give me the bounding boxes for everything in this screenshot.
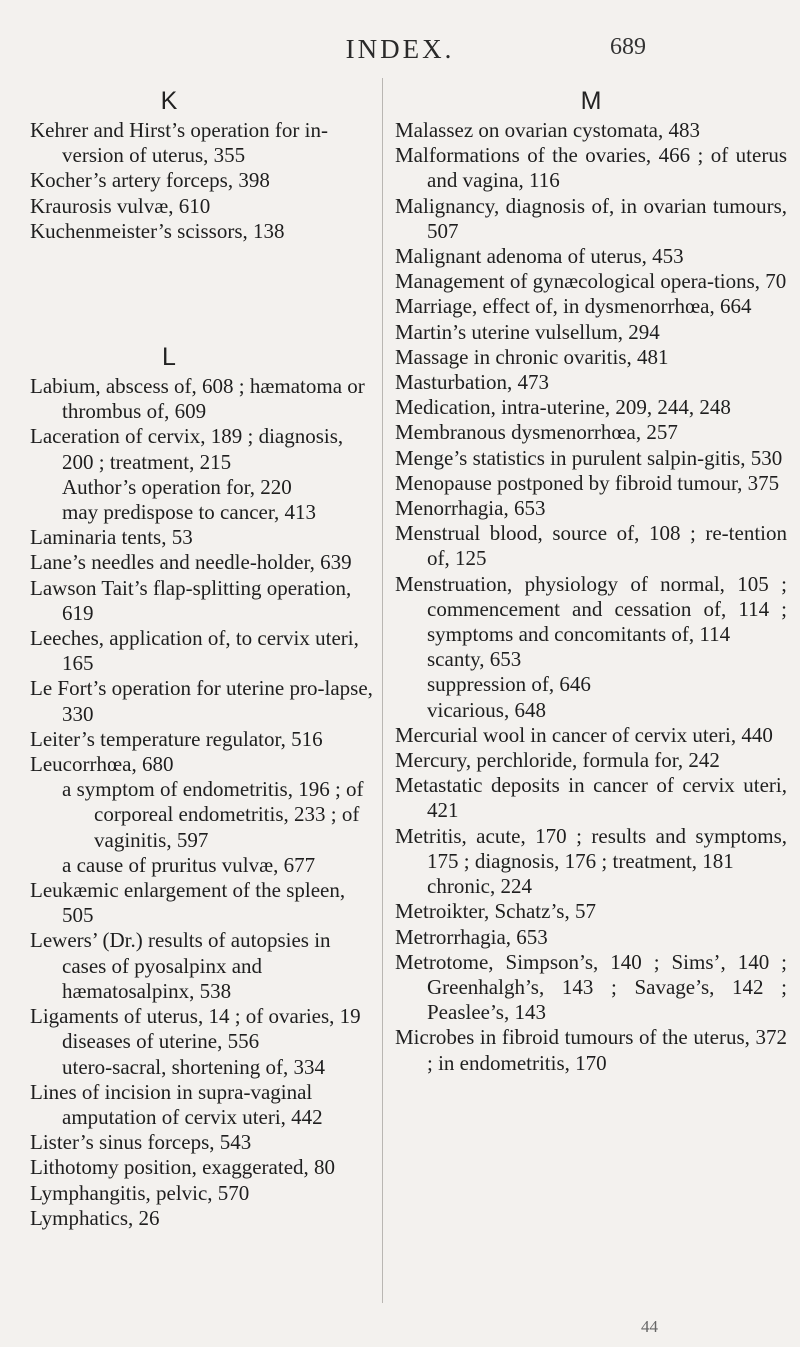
index-sub-entry: a symptom of endometritis, 196 ; of corporeal endometritis, 233 ; of vaginitis, 597 (62, 777, 364, 852)
section-letter-m: M (580, 87, 602, 115)
section-m (395, 118, 787, 1076)
index-entry: Metrotome, Simpson’s, 140 ; Sims’, 140 ; Greenhalgh’s, 143 ; Savage’s, 142 ; Peaslee’s, 143 (395, 949, 787, 1025)
index-entry: Lithotomy position, exaggerated, 80 (30, 1155, 336, 1180)
index-entry: Membranous dysmenorrhœa, 257 (395, 420, 678, 445)
index-sub-entry: chronic, 224 (427, 874, 532, 899)
index-entry: Metritis, acute, 170 ; results and symptoms, 175 ; diagnosis, 176 ; treatment, 181 (395, 823, 787, 873)
index-entry: Leiter’s temperature regulator, 516 (30, 726, 323, 751)
index-entry: Leukæmic enlargement of the spleen, 505 (30, 878, 346, 928)
index-entry: Le Fort’s operation for uterine pro-lapse, 330 (30, 676, 373, 726)
index-sub-entry: suppression of, 646 (427, 672, 591, 697)
index-entry: Mercurial wool in cancer of cervix uteri, 440 (395, 722, 773, 747)
index-entry: Lymphangitis, pelvic, 570 (30, 1180, 250, 1205)
index-entry: Leeches, application of, to cervix uteri, 165 (30, 626, 359, 676)
section-k (30, 118, 378, 244)
index-entry: Labium, abscess of, 608 ; hæmatoma or thrombus of, 609 (30, 374, 365, 424)
index-entry: Malignancy, diagnosis of, in ovarian tumours, 507 (395, 193, 787, 243)
index-entry: Medication, intra-uterine, 209, 244, 248 (395, 395, 731, 420)
index-sub-entry: diseases of uterine, 556 (62, 1029, 260, 1054)
index-entry: Mercury, perchloride, formula for, 242 (395, 748, 720, 773)
index-entry: Metroikter, Schatz’s, 57 (395, 899, 596, 924)
index-sub-entry: vicarious, 648 (427, 697, 546, 722)
index-entry: Lane’s needles and needle-holder, 639 (30, 550, 352, 575)
index-sub-entry: utero-sacral, shortening of, 334 (62, 1054, 326, 1079)
index-entry: Menorrhagia, 653 (395, 496, 546, 521)
index-entry: Menopause postponed by fibroid tumour, 375 (395, 470, 780, 495)
index-entry: Martin’s uterine vulsellum, 294 (395, 319, 660, 344)
index-sub-entry: may predispose to cancer, 413 (62, 500, 316, 525)
index-entry: Microbes in fibroid tumours of the uterus, 372 ; in endometritis, 170 (395, 1025, 787, 1075)
column-divider (382, 78, 383, 1303)
index-sub-entry: Author’s operation for, 220 (62, 474, 292, 499)
index-entry: Menstruation, physiology of normal, 105 ; commencement and cessation of, 114 ; symptoms and concomitants of, 114 (395, 571, 787, 647)
index-entry: Lines of incision in supra-vaginal amputation of cervix uteri, 442 (30, 1079, 323, 1129)
index-entry: Metrorrhagia, 653 (395, 924, 548, 949)
section-letter-l: L (162, 343, 176, 372)
index-entry: Masturbation, 473 (395, 370, 549, 395)
index-entry: Lawson Tait’s flap-splitting operation, 619 (30, 575, 352, 625)
index-entry: Laceration of cervix, 189 ; diagnosis, 200 ; treatment, 215 (30, 424, 344, 474)
right-column (395, 84, 787, 1076)
index-entry: Kraurosis vulvæ, 610 (30, 193, 211, 218)
index-entry: Marriage, effect of, in dysmenorrhœa, 664 (395, 294, 752, 319)
section-letter-k: K (160, 87, 178, 115)
page-title: INDEX. (345, 34, 455, 64)
index-entry: Malignant adenoma of uterus, 453 (395, 244, 684, 269)
page-header (0, 34, 800, 74)
index-entry: Malassez on ovarian cystomata, 483 (395, 118, 700, 142)
index-entry: Menstrual blood, source of, 108 ; re-tention of, 125 (395, 521, 787, 571)
index-entry: Kuchenmeister’s scissors, 138 (30, 218, 285, 243)
page-number: 689 (610, 34, 646, 60)
index-sub-entry: scanty, 653 (427, 647, 522, 672)
signature-mark: 44 (641, 1317, 658, 1336)
index-entry: Metastatic deposits in cancer of cervix uteri, 421 (395, 773, 787, 823)
section-l (30, 374, 378, 1231)
index-entry: Management of gynæcological opera-tions, 70 (395, 269, 787, 294)
index-entry: Leucorrhœa, 680 (30, 752, 174, 777)
index-entry: Massage in chronic ovaritis, 481 (395, 344, 669, 369)
left-column (30, 84, 378, 1231)
index-entry: Malformations of the ovaries, 466 ; of uterus and vagina, 116 (395, 143, 787, 193)
index-entry: Menge’s statistics in purulent salpin-gitis, 530 (395, 445, 783, 470)
index-entry: Ligaments of uterus, 14 ; of ovaries, 19 (30, 1004, 361, 1029)
index-entry: Lister’s sinus forceps, 543 (30, 1130, 252, 1155)
index-entry: Kocher’s artery forceps, 398 (30, 168, 270, 193)
index-entry: Lewers’ (Dr.) results of autopsies in cases of pyosalpinx and hæmatosalpinx, 538 (30, 928, 331, 1003)
index-entry: Laminaria tents, 53 (30, 525, 193, 550)
index-entry: Kehrer and Hirst’s operation for in-version of uterus, 355 (30, 118, 328, 168)
index-sub-entry: a cause of pruritus vulvæ, 677 (62, 852, 316, 877)
index-entry: Lymphatics, 26 (30, 1205, 160, 1230)
